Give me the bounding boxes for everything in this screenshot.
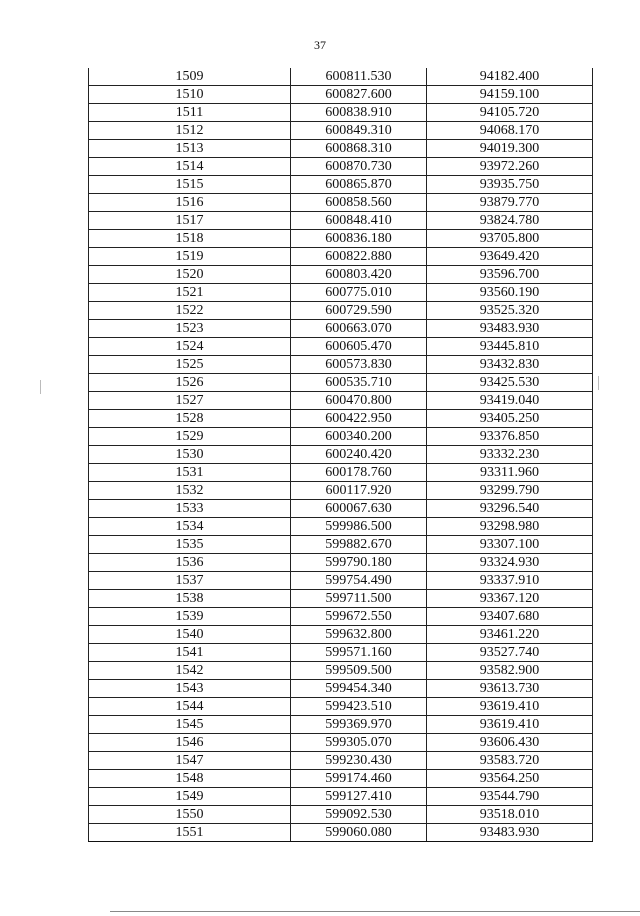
x-coordinate-cell: 600848.410: [291, 212, 427, 230]
table-row: [89, 374, 593, 392]
y-coordinate-cell: 93583.720: [427, 752, 593, 770]
table-row: [89, 572, 593, 590]
x-coordinate-cell: 600340.200: [291, 428, 427, 446]
table-row: [89, 86, 593, 104]
row-number-cell: 1523: [89, 320, 291, 338]
table-row: [89, 230, 593, 248]
row-number-cell: 1540: [89, 626, 291, 644]
row-number-cell: 1514: [89, 158, 291, 176]
y-coordinate-cell: 94019.300: [427, 140, 593, 158]
row-number-cell: 1549: [89, 788, 291, 806]
y-coordinate-cell: 93296.540: [427, 500, 593, 518]
x-coordinate-cell: 599754.490: [291, 572, 427, 590]
x-coordinate-cell: 599454.340: [291, 680, 427, 698]
table-row: [89, 482, 593, 500]
row-number-cell: 1543: [89, 680, 291, 698]
bottom-rule: [110, 911, 640, 912]
x-coordinate-cell: 599305.070: [291, 734, 427, 752]
y-coordinate-cell: 94159.100: [427, 86, 593, 104]
table-row: [89, 104, 593, 122]
x-coordinate-cell: 600573.830: [291, 356, 427, 374]
table-row: [89, 734, 593, 752]
x-coordinate-cell: 600178.760: [291, 464, 427, 482]
x-coordinate-cell: 600868.310: [291, 140, 427, 158]
row-number-cell: 1528: [89, 410, 291, 428]
x-coordinate-cell: 600775.010: [291, 284, 427, 302]
y-coordinate-cell: 93935.750: [427, 176, 593, 194]
y-coordinate-cell: 93324.930: [427, 554, 593, 572]
x-coordinate-cell: 600827.600: [291, 86, 427, 104]
row-number-cell: 1516: [89, 194, 291, 212]
x-coordinate-cell: 599092.530: [291, 806, 427, 824]
row-number-cell: 1509: [89, 68, 291, 86]
row-number-cell: 1551: [89, 824, 291, 842]
y-coordinate-cell: 93564.250: [427, 770, 593, 788]
x-coordinate-cell: 600865.870: [291, 176, 427, 194]
x-coordinate-cell: 600870.730: [291, 158, 427, 176]
x-coordinate-cell: 599127.410: [291, 788, 427, 806]
x-coordinate-cell: 599230.430: [291, 752, 427, 770]
row-number-cell: 1536: [89, 554, 291, 572]
x-coordinate-cell: 599060.080: [291, 824, 427, 842]
x-coordinate-cell: 600663.070: [291, 320, 427, 338]
y-coordinate-cell: 93445.810: [427, 338, 593, 356]
y-coordinate-cell: 93483.930: [427, 824, 593, 842]
table-row: [89, 266, 593, 284]
x-coordinate-cell: 600117.920: [291, 482, 427, 500]
row-number-cell: 1550: [89, 806, 291, 824]
row-number-cell: 1519: [89, 248, 291, 266]
table-row: [89, 320, 593, 338]
table-row: [89, 356, 593, 374]
y-coordinate-cell: 93367.120: [427, 590, 593, 608]
row-number-cell: 1520: [89, 266, 291, 284]
row-number-cell: 1547: [89, 752, 291, 770]
table-row: [89, 716, 593, 734]
y-coordinate-cell: 93560.190: [427, 284, 593, 302]
row-number-cell: 1539: [89, 608, 291, 626]
row-number-cell: 1548: [89, 770, 291, 788]
y-coordinate-cell: 93527.740: [427, 644, 593, 662]
row-number-cell: 1538: [89, 590, 291, 608]
table-row: [89, 806, 593, 824]
table-row: [89, 536, 593, 554]
table-row: [89, 680, 593, 698]
table-row: [89, 662, 593, 680]
table-row: [89, 824, 593, 842]
table-row: [89, 212, 593, 230]
row-number-cell: 1541: [89, 644, 291, 662]
row-number-cell: 1545: [89, 716, 291, 734]
page-number: 37: [314, 38, 326, 52]
coordinates-table: [88, 68, 593, 842]
x-coordinate-cell: 600858.560: [291, 194, 427, 212]
x-coordinate-cell: 599174.460: [291, 770, 427, 788]
y-coordinate-cell: 93483.930: [427, 320, 593, 338]
row-number-cell: 1533: [89, 500, 291, 518]
x-coordinate-cell: 600067.630: [291, 500, 427, 518]
table-row: [89, 464, 593, 482]
row-number-cell: 1546: [89, 734, 291, 752]
table-row: [89, 500, 593, 518]
row-number-cell: 1512: [89, 122, 291, 140]
x-coordinate-cell: 599711.500: [291, 590, 427, 608]
y-coordinate-cell: 93613.730: [427, 680, 593, 698]
y-coordinate-cell: 93332.230: [427, 446, 593, 464]
y-coordinate-cell: 93299.790: [427, 482, 593, 500]
x-coordinate-cell: 599509.500: [291, 662, 427, 680]
x-coordinate-cell: 600822.880: [291, 248, 427, 266]
row-number-cell: 1529: [89, 428, 291, 446]
y-coordinate-cell: 93649.420: [427, 248, 593, 266]
table-row: [89, 284, 593, 302]
y-coordinate-cell: 94182.400: [427, 68, 593, 86]
table-row: [89, 122, 593, 140]
x-coordinate-cell: 600836.180: [291, 230, 427, 248]
x-coordinate-cell: 600811.530: [291, 68, 427, 86]
y-coordinate-cell: 94068.170: [427, 122, 593, 140]
x-coordinate-cell: 600535.710: [291, 374, 427, 392]
table-row: [89, 194, 593, 212]
table-row: [89, 590, 593, 608]
y-coordinate-cell: 93525.320: [427, 302, 593, 320]
row-number-cell: 1527: [89, 392, 291, 410]
x-coordinate-cell: 600838.910: [291, 104, 427, 122]
row-number-cell: 1511: [89, 104, 291, 122]
table-row: [89, 68, 593, 86]
row-number-cell: 1531: [89, 464, 291, 482]
y-coordinate-cell: 93879.770: [427, 194, 593, 212]
x-coordinate-cell: 600240.420: [291, 446, 427, 464]
y-coordinate-cell: 93432.830: [427, 356, 593, 374]
table-row: [89, 554, 593, 572]
y-coordinate-cell: 93619.410: [427, 716, 593, 734]
row-number-cell: 1522: [89, 302, 291, 320]
row-number-cell: 1542: [89, 662, 291, 680]
table-row: [89, 302, 593, 320]
y-coordinate-cell: 93425.530: [427, 374, 593, 392]
row-number-cell: 1544: [89, 698, 291, 716]
table-row: [89, 446, 593, 464]
y-coordinate-cell: 93606.430: [427, 734, 593, 752]
row-number-cell: 1510: [89, 86, 291, 104]
row-number-cell: 1524: [89, 338, 291, 356]
table-row: [89, 410, 593, 428]
x-coordinate-cell: 600422.950: [291, 410, 427, 428]
y-coordinate-cell: 93405.250: [427, 410, 593, 428]
table-row: [89, 140, 593, 158]
row-number-cell: 1515: [89, 176, 291, 194]
y-coordinate-cell: 93419.040: [427, 392, 593, 410]
table-row: [89, 626, 593, 644]
y-coordinate-cell: 93544.790: [427, 788, 593, 806]
x-coordinate-cell: 599790.180: [291, 554, 427, 572]
table-row: [89, 248, 593, 266]
table-row: [89, 788, 593, 806]
y-coordinate-cell: 93298.980: [427, 518, 593, 536]
table-body: [89, 68, 593, 842]
y-coordinate-cell: 93337.910: [427, 572, 593, 590]
x-coordinate-cell: 600729.590: [291, 302, 427, 320]
x-coordinate-cell: 599632.800: [291, 626, 427, 644]
row-number-cell: 1530: [89, 446, 291, 464]
y-coordinate-cell: 93972.260: [427, 158, 593, 176]
row-number-cell: 1537: [89, 572, 291, 590]
y-coordinate-cell: 93307.100: [427, 536, 593, 554]
table-row: [89, 644, 593, 662]
table-row: [89, 518, 593, 536]
left-margin-mark: [40, 380, 41, 394]
y-coordinate-cell: 93407.680: [427, 608, 593, 626]
x-coordinate-cell: 600605.470: [291, 338, 427, 356]
y-coordinate-cell: 93705.800: [427, 230, 593, 248]
table-row: [89, 338, 593, 356]
table-row: [89, 158, 593, 176]
x-coordinate-cell: 599882.670: [291, 536, 427, 554]
y-coordinate-cell: 93376.850: [427, 428, 593, 446]
table-row: [89, 698, 593, 716]
y-coordinate-cell: 93311.960: [427, 464, 593, 482]
table-row: [89, 752, 593, 770]
y-coordinate-cell: 93619.410: [427, 698, 593, 716]
row-number-cell: 1521: [89, 284, 291, 302]
row-number-cell: 1513: [89, 140, 291, 158]
x-coordinate-cell: 599986.500: [291, 518, 427, 536]
y-coordinate-cell: 93596.700: [427, 266, 593, 284]
right-margin-mark: [598, 376, 599, 390]
row-number-cell: 1534: [89, 518, 291, 536]
x-coordinate-cell: 600849.310: [291, 122, 427, 140]
x-coordinate-cell: 599571.160: [291, 644, 427, 662]
y-coordinate-cell: 93824.780: [427, 212, 593, 230]
table-row: [89, 392, 593, 410]
x-coordinate-cell: 599369.970: [291, 716, 427, 734]
row-number-cell: 1535: [89, 536, 291, 554]
x-coordinate-cell: 599423.510: [291, 698, 427, 716]
table-row: [89, 176, 593, 194]
table-row: [89, 608, 593, 626]
y-coordinate-cell: 93461.220: [427, 626, 593, 644]
row-number-cell: 1517: [89, 212, 291, 230]
x-coordinate-cell: 600470.800: [291, 392, 427, 410]
y-coordinate-cell: 94105.720: [427, 104, 593, 122]
x-coordinate-cell: 600803.420: [291, 266, 427, 284]
row-number-cell: 1518: [89, 230, 291, 248]
y-coordinate-cell: 93582.900: [427, 662, 593, 680]
row-number-cell: 1532: [89, 482, 291, 500]
y-coordinate-cell: 93518.010: [427, 806, 593, 824]
table-row: [89, 770, 593, 788]
row-number-cell: 1526: [89, 374, 291, 392]
table-row: [89, 428, 593, 446]
row-number-cell: 1525: [89, 356, 291, 374]
x-coordinate-cell: 599672.550: [291, 608, 427, 626]
